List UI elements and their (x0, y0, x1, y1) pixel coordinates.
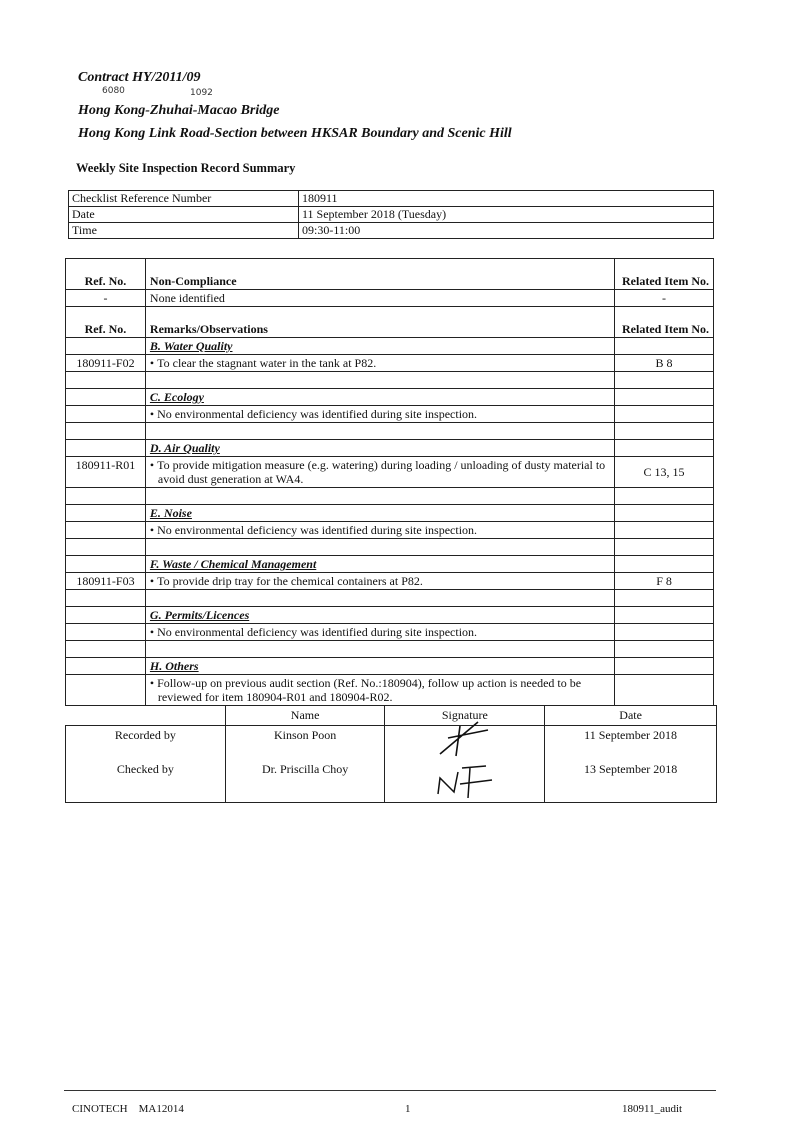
column-header: Remarks/Observations (145, 307, 614, 338)
ref-cell: 180911-F03 (66, 573, 146, 590)
signoff-date: 13 September 2018 (545, 760, 717, 803)
section-heading-row (66, 556, 714, 573)
reference-value: 180911 (299, 191, 714, 207)
item-cell (615, 522, 714, 539)
table-row (69, 207, 714, 223)
section-heading-row (66, 389, 714, 406)
signoff-role: Checked by (66, 760, 226, 803)
observation-text: • No environmental deficiency was identified during site inspection. (145, 624, 614, 641)
table-row (66, 355, 714, 372)
ref-cell (66, 522, 146, 539)
column-header: Ref. No. (66, 307, 146, 338)
table-row (66, 624, 714, 641)
item-cell: C 13, 15 (615, 457, 714, 488)
section-heading: E. Noise (145, 505, 614, 522)
section-heading: F. Waste / Chemical Management (145, 556, 614, 573)
signoff-name: Dr. Priscilla Choy (225, 760, 385, 803)
column-header: Date (545, 706, 717, 726)
section-title: Hong Kong Link Road-Section between HKSAR Boundary and Scenic Hill (78, 126, 512, 141)
item-cell: F 8 (615, 573, 714, 590)
table-row (66, 457, 714, 488)
signoff-role: Recorded by (66, 726, 226, 761)
section-heading: B. Water Quality (145, 338, 614, 355)
observation-text: • To clear the stagnant water in the tank at P82. (145, 355, 614, 372)
signoff-date: 11 September 2018 (545, 726, 717, 761)
footer-divider (64, 1090, 716, 1091)
project-title: Hong Kong-Zhuhai-Macao Bridge (78, 103, 280, 118)
ref-cell (66, 675, 146, 706)
reference-label: Date (69, 207, 299, 223)
reference-value: 11 September 2018 (Tuesday) (299, 207, 714, 223)
table-row (66, 406, 714, 423)
ref-cell: 180911-R01 (66, 457, 146, 488)
reference-table (68, 190, 714, 239)
observation-text: • To provide mitigation measure (e.g. watering) during loading / unloading of dusty material to avoid dust generation at WA4. (145, 457, 614, 488)
column-header: Non-Compliance (145, 259, 614, 290)
reference-label: Time (69, 223, 299, 239)
signoff-name: Kinson Poon (225, 726, 385, 761)
section-heading-row (66, 658, 714, 675)
table-header-row (66, 259, 714, 290)
section-heading-row (66, 338, 714, 355)
column-header: Name (225, 706, 385, 726)
footer-right: 180911_audit (622, 1103, 683, 1115)
ref-cell (66, 624, 146, 641)
signoff-table (65, 705, 717, 803)
table-row (66, 290, 714, 307)
table-row (66, 522, 714, 539)
footer-left: CINOTECH MA12014 (72, 1103, 184, 1115)
column-header: Related Item No. (615, 307, 714, 338)
observation-text: • Follow-up on previous audit section (Ref. No.:180904), follow up action is needed to be reviewed for item 180904-R01 and 180904-R02. (145, 675, 614, 706)
item-cell: - (615, 290, 714, 307)
signature-mark (430, 716, 500, 760)
section-heading: C. Ecology (145, 389, 614, 406)
observation-text: • No environmental deficiency was identified during site inspection. (145, 522, 614, 539)
table-row (66, 675, 714, 706)
reference-label: Checklist Reference Number (69, 191, 299, 207)
signature-mark (432, 758, 502, 804)
table-header-row (66, 706, 717, 726)
observation-text: • No environmental deficiency was identified during site inspection. (145, 406, 614, 423)
table-header-row (66, 307, 714, 338)
reference-value: 09:30-11:00 (299, 223, 714, 239)
column-header: Related Item No. (615, 259, 714, 290)
item-cell (615, 624, 714, 641)
handwritten-note: 1092 (190, 88, 213, 98)
section-heading-row (66, 607, 714, 624)
desc-cell: None identified (145, 290, 614, 307)
item-cell (615, 406, 714, 423)
ref-cell: - (66, 290, 146, 307)
table-row (66, 573, 714, 590)
contract-title: Contract HY/2011/09 (78, 70, 201, 85)
ref-cell: 180911-F02 (66, 355, 146, 372)
handwritten-note: 6080 (102, 86, 125, 96)
item-cell: B 8 (615, 355, 714, 372)
section-heading: G. Permits/Licences (145, 607, 614, 624)
item-cell (615, 675, 714, 706)
page-number: 1 (405, 1103, 411, 1115)
table-row (69, 223, 714, 239)
page-subtitle: Weekly Site Inspection Record Summary (76, 161, 296, 175)
inspection-table (65, 258, 714, 706)
section-heading-row (66, 440, 714, 457)
section-heading: D. Air Quality (145, 440, 614, 457)
table-row (66, 760, 717, 803)
table-row (69, 191, 714, 207)
observation-text: • To provide drip tray for the chemical containers at P82. (145, 573, 614, 590)
section-heading-row (66, 505, 714, 522)
ref-cell (66, 406, 146, 423)
column-header: Signature (385, 706, 545, 726)
column-header: Ref. No. (66, 259, 146, 290)
table-row (66, 726, 717, 761)
section-heading: H. Others (145, 658, 614, 675)
